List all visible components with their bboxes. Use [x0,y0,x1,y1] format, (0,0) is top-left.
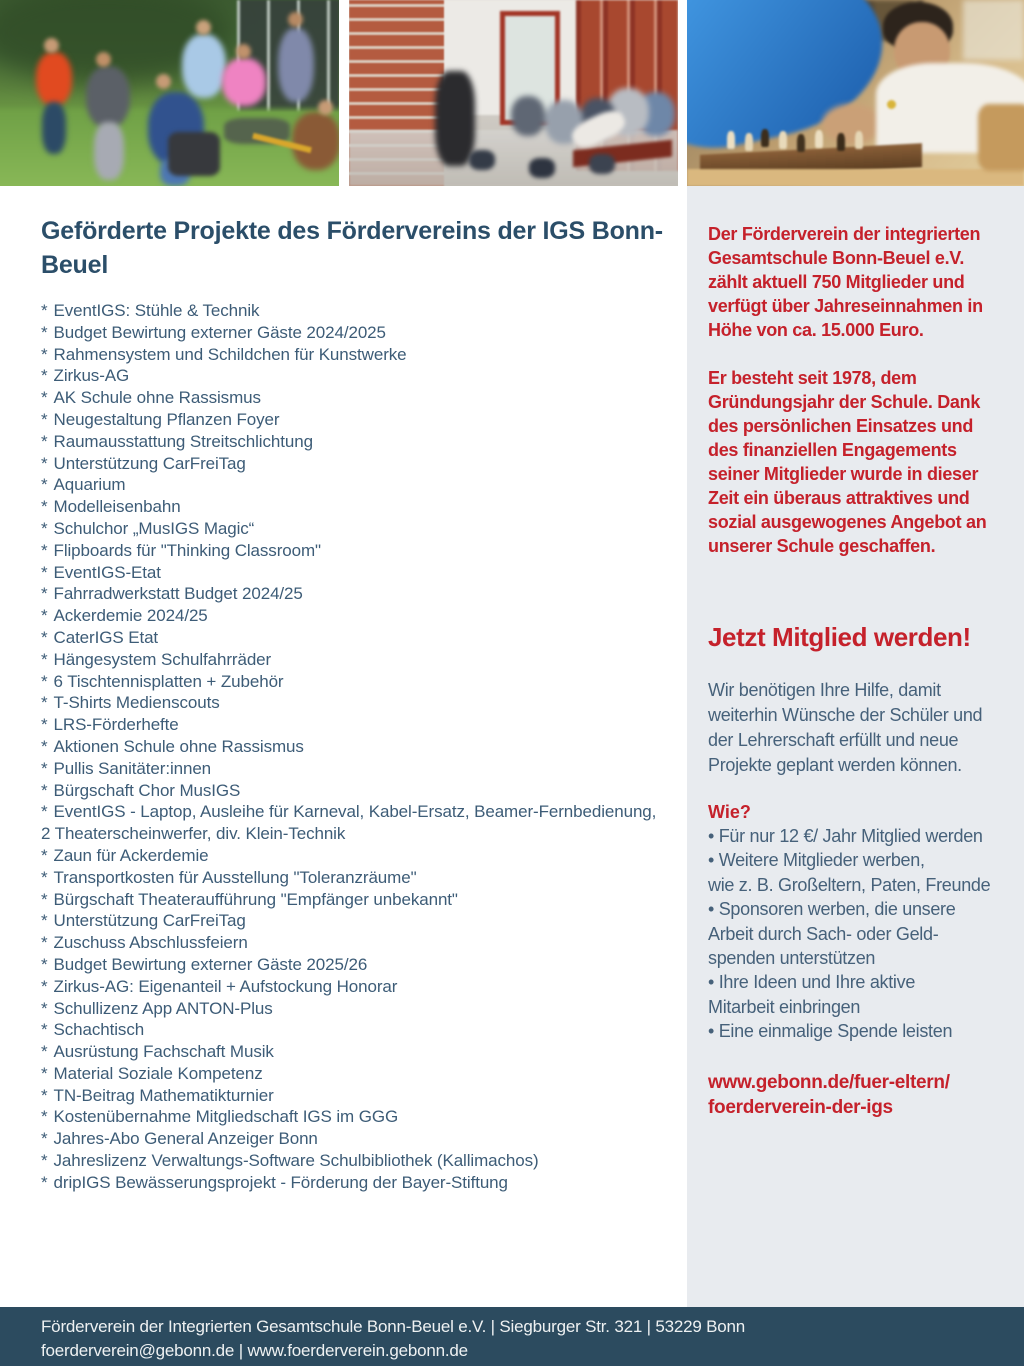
garden-kid-gray-hoodie-shape [86,66,130,128]
project-item-text: Zuschuss Abschlussfeiern [53,933,248,953]
asterisk-bullet: * [41,693,48,713]
photo-school-hallway [349,0,678,186]
project-list-item [41,365,666,387]
asterisk-bullet: * [41,867,48,887]
asterisk-bullet: * [41,802,48,822]
text-line: Gesamtschule Bonn-Beuel e.V. [708,248,965,268]
how-list-line: • Sponsoren werben, die unsere [708,899,956,920]
asterisk-bullet: * [41,1042,48,1062]
project-item-text: Zirkus-AG [53,366,130,386]
asterisk-bullet: * [41,715,48,735]
project-list-item [41,518,666,540]
text-line: Projekte geplant werden können. [708,755,962,775]
asterisk-bullet: * [41,562,48,582]
project-list-item [41,889,666,911]
footer-address-line: Förderverein der Integrierten Gesamtschule Bonn-Beuel e.V. | Siegburger Str. 321 | 53229 Bonn [41,1317,746,1336]
asterisk-bullet: * [41,845,48,865]
project-list-item [41,736,666,758]
asterisk-bullet: * [41,954,48,974]
project-item-text: T-Shirts Medienscouts [53,693,220,713]
project-list-item [41,474,666,496]
project-item-text: 6 Tischtennisplatten + Zubehör [53,671,284,691]
project-item-text: Pullis Sanitäter:innen [53,758,212,778]
project-list-item [41,910,666,932]
cta-heading: Jetzt Mitglied werden! [708,622,971,652]
photo-boy-playing-chess [687,0,1024,186]
asterisk-bullet: * [41,366,48,386]
project-item-text: Kostenübernahme Mitgliedschaft IGS im GGG [53,1107,399,1127]
text-line: seiner Mitglieder wurde in dieser [708,464,979,484]
how-list-line: • Ihre Ideen und Ihre aktive [708,972,916,993]
project-item-text: Unterstützung CarFreiTag [53,453,246,473]
project-list-item [41,780,666,802]
page-title: Geförderte Projekte des Fördervereins der IGS Bonn-Beuel [41,217,663,279]
asterisk-bullet: * [41,736,48,756]
project-item-text: CaterIGS Etat [53,627,159,647]
sidebar [687,186,1024,1307]
asterisk-bullet: * [41,301,48,320]
project-item-text: Rahmensystem und Schildchen für Kunstwerke [53,344,407,364]
project-list-item [41,322,666,344]
text-line: zählt aktuell 750 Mitglieder und [708,272,965,292]
asterisk-bullet: * [41,889,48,909]
project-item-text: Ackerdemie 2024/25 [53,606,208,626]
asterisk-bullet: * [41,453,48,473]
project-list-item [41,867,666,889]
project-list-item [41,300,666,322]
main-content [41,214,666,1194]
asterisk-bullet: * [41,1107,48,1127]
project-list-item [41,387,666,409]
asterisk-bullet: * [41,649,48,669]
project-list-item [41,605,666,627]
asterisk-bullet: * [41,758,48,778]
text-line: Höhe von ca. 15.000 Euro. [708,320,924,340]
how-bullet-list [708,824,1010,1044]
membership-url-link[interactable] [708,1070,1010,1120]
project-item-text: Modelleisenbahn [53,497,181,517]
garden-kid-pattern-pants-shape [94,122,124,180]
asterisk-bullet: * [41,1151,48,1171]
how-list-line: spenden unterstützen [708,948,876,969]
garden-kid-pink-jacket-shape [222,58,266,106]
project-item-text: Jahreslizenz Verwaltungs-Software Schulbibliothek (Kallimachos) [53,1151,539,1171]
project-item-text: Jahres-Abo General Anzeiger Bonn [53,1129,318,1149]
project-list-item [41,409,666,431]
hallway-backpacks-shape [469,150,495,170]
project-list-item [41,932,666,954]
sidebar-help-paragraph [708,678,1010,778]
garden-kid-red-jacket-shape [36,52,72,106]
project-list-item [41,954,666,976]
project-item-text: TN-Beitrag Mathematikturnier [53,1085,274,1105]
asterisk-bullet: * [41,431,48,451]
project-list-item [41,1128,666,1150]
text-line: sozial ausgewogenes Angebot an [708,512,987,532]
how-list-line: wie z. B. Großeltern, Paten, Freunde [708,874,991,895]
asterisk-bullet: * [41,1085,48,1105]
project-list [41,300,666,1194]
asterisk-bullet: * [41,518,48,538]
asterisk-bullet: * [41,998,48,1018]
project-list-item [41,627,666,649]
project-list-item [41,801,666,845]
project-item-text: Unterstützung CarFreiTag [53,911,246,931]
garden-kid-dark-pants-shape [42,102,66,154]
asterisk-bullet: * [41,409,48,429]
project-item-text: Hängesystem Schulfahrräder [53,649,272,669]
sidebar-intro-paragraph-2 [708,366,1010,558]
project-item-text: LRS-Förderhefte [53,715,179,735]
project-item-text: Ausrüstung Fachschaft Musik [53,1042,274,1062]
project-list-item [41,758,666,780]
hallway-seated-students-shape [511,96,545,136]
project-item-text: EventIGS: Stühle & Technik [53,301,260,320]
chess-window-light-shape [963,0,1024,60]
text-line: unserer Schule geschaffen. [708,536,936,556]
project-list-item [41,1041,666,1063]
project-list-item [41,845,666,867]
text-line: Er besteht seit 1978, dem [708,368,917,388]
project-list-item [41,649,666,671]
chess-chair-shape [978,104,1024,171]
project-item-text: Schullizenz App ANTON-Plus [53,998,273,1018]
asterisk-bullet: * [41,780,48,800]
project-item-text: Fahrradwerkstatt Budget 2024/25 [53,584,303,604]
project-item-text: AK Schule ohne Rassismus [53,388,261,408]
project-list-item [41,1019,666,1041]
text-line: Zeit ein überaus attraktives und [708,488,970,508]
project-item-text: Budget Bewirtung externer Gäste 2025/26 [53,954,368,974]
text-line: Wir benötigen Ihre Hilfe, damit [708,680,941,700]
asterisk-bullet: * [41,976,48,996]
asterisk-bullet: * [41,388,48,408]
project-list-item [41,692,666,714]
project-item-text: dripIGS Bewässerungsprojekt - Förderung der Bayer-Stiftung [53,1172,508,1192]
project-item-text: Neugestaltung Pflanzen Foyer [53,409,280,429]
project-list-item [41,583,666,605]
project-item-text: Zaun für Ackerdemie [53,845,209,865]
project-list-item [41,1106,666,1128]
asterisk-bullet: * [41,1129,48,1149]
asterisk-bullet: * [41,344,48,364]
project-item-text: Schulchor „MusIGS Magic“ [53,518,255,538]
project-item-text: Material Soziale Kompetenz [53,1063,263,1083]
footer-bar [0,1307,1024,1366]
project-list-item [41,1172,666,1194]
text-line: Der Förderverein der integrierten [708,224,981,244]
project-list-item [41,1150,666,1172]
project-list-item [41,562,666,584]
asterisk-bullet: * [41,322,48,342]
project-item-text: Bürgschaft Theateraufführung "Empfänger unbekannt" [53,889,458,909]
project-item-text: EventIGS-Etat [53,562,161,582]
asterisk-bullet: * [41,1020,48,1040]
project-item-text: Bürgschaft Chor MusIGS [53,780,241,800]
garden-kid-plaid-shirt-shape [278,28,314,102]
garden-kid-brown-vest-shape [292,112,339,170]
sidebar-intro-paragraph-1 [708,222,1010,342]
project-list-item [41,998,666,1020]
how-list-line: Mitarbeit einbringen [708,996,861,1017]
project-list-item [41,496,666,518]
text-line: verfügt über Jahreseinnahmen in [708,296,983,316]
url-line[interactable]: www.gebonn.de/fuer-eltern/ [708,1071,950,1093]
asterisk-bullet: * [41,497,48,517]
project-list-item [41,540,666,562]
chess-hand-shape [822,104,882,144]
how-list-line: • Weitere Mitglieder werben, [708,850,925,871]
asterisk-bullet: * [41,933,48,953]
project-item-text: Transportkosten für Ausstellung "Toleranzräume" [53,867,417,887]
url-line[interactable]: foerderverein-der-igs [708,1096,893,1118]
text-line: des finanziellen Engagements [708,440,957,460]
asterisk-bullet: * [41,606,48,626]
asterisk-bullet: * [41,584,48,604]
hallway-standing-person-shape [435,71,475,166]
how-list-line: • Für nur 12 €/ Jahr Mitglied werden [708,826,983,846]
photo-children-gardening [0,0,339,186]
asterisk-bullet: * [41,671,48,691]
asterisk-bullet: * [41,1172,48,1192]
garden-kid-lightblue-shirt-shape [182,34,226,98]
project-item-text: EventIGS - Laptop, Ausleihe für Karneval, Kabel-Ersatz, Beamer-Fernbedienung, 2 Theaterscheinwerfer, div. Klein-Technik [41,802,657,844]
how-heading: Wie? [708,802,751,822]
project-item-text: Aquarium [53,475,126,495]
garden-heads-shape [44,38,59,53]
asterisk-bullet: * [41,1063,48,1083]
project-list-item [41,1063,666,1085]
chess-table-shape [687,169,1024,186]
project-list-item [41,1085,666,1107]
project-item-text: Flipboards für "Thinking Classroom" [53,540,321,560]
project-item-text: Budget Bewirtung externer Gäste 2024/2025 [53,322,386,342]
asterisk-bullet: * [41,475,48,495]
how-list-line: Arbeit durch Sach- oder Geld- [708,923,939,944]
footer-contact-line: foerderverein@gebonn.de | www.foerderverein.gebonn.de [41,1341,468,1360]
project-item-text: Zirkus-AG: Eigenanteil + Aufstockung Honorar [53,976,398,996]
project-list-item [41,976,666,998]
project-list-item [41,344,666,366]
project-list-item [41,714,666,736]
how-list-line: • Eine einmalige Spende leisten [708,1021,953,1042]
project-list-item [41,671,666,693]
chess-pieces-shape [727,131,735,149]
project-list-item [41,431,666,453]
garden-black-bin-shape [168,132,220,176]
project-item-text: Aktionen Schule ohne Rassismus [53,736,304,756]
project-item-text: Raumausstattung Streitschlichtung [53,431,313,451]
text-line: der Lehrerschaft erfüllt und neue [708,730,959,750]
text-line: Gründungsjahr der Schule. Dank [708,392,981,412]
text-line: des persönlichen Einsatzes und [708,416,974,436]
asterisk-bullet: * [41,911,48,931]
asterisk-bullet: * [41,540,48,560]
project-item-text: Schachtisch [53,1020,145,1040]
asterisk-bullet: * [41,627,48,647]
text-line: weiterhin Wünsche der Schüler und [708,705,983,725]
project-list-item [41,453,666,475]
